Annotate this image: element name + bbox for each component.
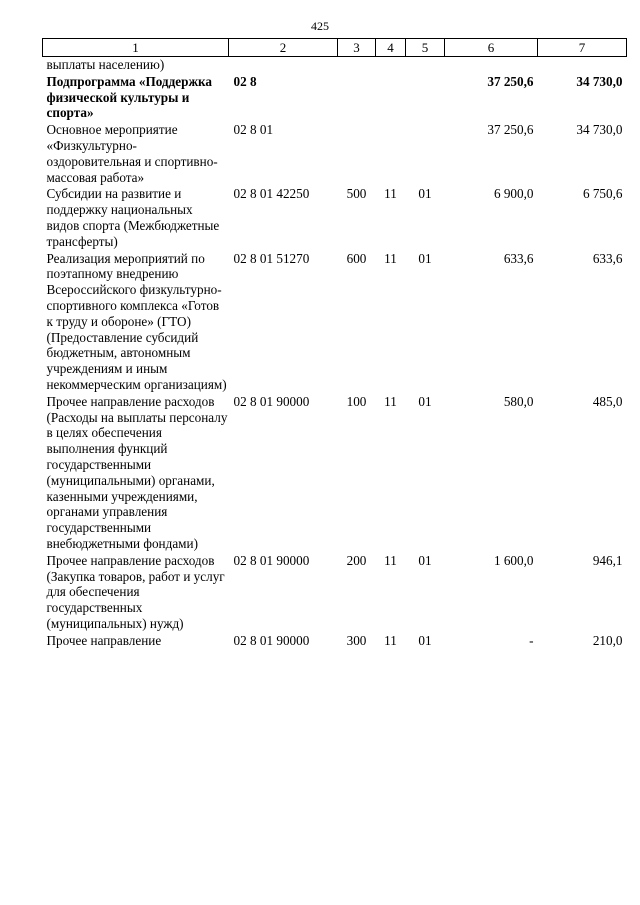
row-sum-2: 633,6 <box>592 250 623 266</box>
row-name: Прочее направление расходов (Расходы на выплаты персоналу в целях обеспечения выполнения функций государственными (муниципальными) органами, казенными учреждениями, органами управления государственными внебюджетными фондами) <box>46 393 228 551</box>
row-code: 02 8 01 90000 <box>233 393 310 409</box>
row-pr: 01 <box>418 393 432 409</box>
row-sum-2: 485,0 <box>592 393 623 409</box>
row-pr <box>406 74 445 122</box>
header-row <box>43 39 627 57</box>
row-code: 02 8 01 <box>233 122 274 138</box>
row-pr: 01 <box>418 632 432 648</box>
table-row <box>43 186 627 250</box>
row-vr: 100 <box>346 393 367 409</box>
row-sum-2: 34 730,0 <box>576 73 623 89</box>
header-col-4: 4 <box>376 39 406 57</box>
header-col-1: 1 <box>43 39 229 57</box>
table-body <box>43 57 627 650</box>
row-vr: 200 <box>346 552 367 568</box>
header-col-3: 3 <box>338 39 376 57</box>
row-name: Субсидии на развитие и поддержку национальных видов спорта (Межбюджетные трансферты) <box>46 186 220 249</box>
header-col-6: 6 <box>445 39 538 57</box>
continuation-text: выплаты населению) <box>46 57 165 72</box>
row-vr: 500 <box>346 186 367 202</box>
table-row <box>43 122 627 186</box>
row-name: Прочее направление <box>46 632 162 648</box>
table-row <box>43 633 627 650</box>
row-name: Подпрограмма «Поддержка физической культуры и спорта» <box>46 73 212 121</box>
row-rz: 11 <box>384 186 397 202</box>
row-pr: 01 <box>418 552 432 568</box>
continuation-row <box>43 57 627 74</box>
header-col-2: 2 <box>229 39 338 57</box>
table-row <box>43 74 627 122</box>
row-sum-2: 6 750,6 <box>582 186 623 202</box>
page-number: 425 <box>311 19 329 33</box>
row-sum-2: 946,1 <box>592 552 623 568</box>
row-rz: 11 <box>384 250 397 266</box>
row-rz: 11 <box>384 632 397 648</box>
row-rz: 11 <box>384 552 397 568</box>
row-sum-1: 580,0 <box>503 393 534 409</box>
row-sum-1: 37 250,6 <box>487 73 534 89</box>
row-sum-1: - <box>529 632 534 648</box>
table-row <box>43 553 627 633</box>
row-sum-1: 37 250,6 <box>487 122 534 138</box>
row-vr <box>338 122 376 186</box>
row-code: 02 8 01 51270 <box>233 250 310 266</box>
table-row <box>43 251 627 394</box>
row-name: Основное мероприятие «Физкультурно-оздоровительная и спортивно-массовая работа» <box>46 122 218 185</box>
row-code: 02 8 01 90000 <box>233 552 310 568</box>
row-sum-2: 210,0 <box>592 632 623 648</box>
row-pr <box>406 122 445 186</box>
row-rz <box>376 122 406 186</box>
row-sum-1: 1 600,0 <box>493 552 534 568</box>
row-name: Прочее направление расходов (Закупка товаров, работ и услуг для обеспечения государственных (муниципальных) нужд) <box>46 552 225 631</box>
row-name: Реализация мероприятий по поэтапному внедрению Всероссийского физкультурно-спортивного комплекса «Готов к труду и обороне» (ГТО) (Предоставление субсидий бюджетным, автономным учреждениям и иным некоммерческим организациям) <box>46 250 227 392</box>
row-code: 02 8 01 90000 <box>233 632 310 648</box>
row-pr: 01 <box>418 186 432 202</box>
row-vr: 600 <box>346 250 367 266</box>
row-pr: 01 <box>418 250 432 266</box>
row-sum-2: 34 730,0 <box>576 122 623 138</box>
row-vr: 300 <box>346 632 367 648</box>
header-col-7: 7 <box>538 39 627 57</box>
table-row <box>43 394 627 553</box>
budget-table <box>42 38 627 649</box>
table-header <box>43 39 627 57</box>
row-code: 02 8 01 42250 <box>233 186 310 202</box>
row-sum-1: 633,6 <box>503 250 534 266</box>
row-vr <box>338 74 376 122</box>
row-code: 02 8 <box>233 73 257 89</box>
header-col-5: 5 <box>406 39 445 57</box>
row-sum-1: 6 900,0 <box>493 186 534 202</box>
row-rz <box>376 74 406 122</box>
row-rz: 11 <box>384 393 397 409</box>
